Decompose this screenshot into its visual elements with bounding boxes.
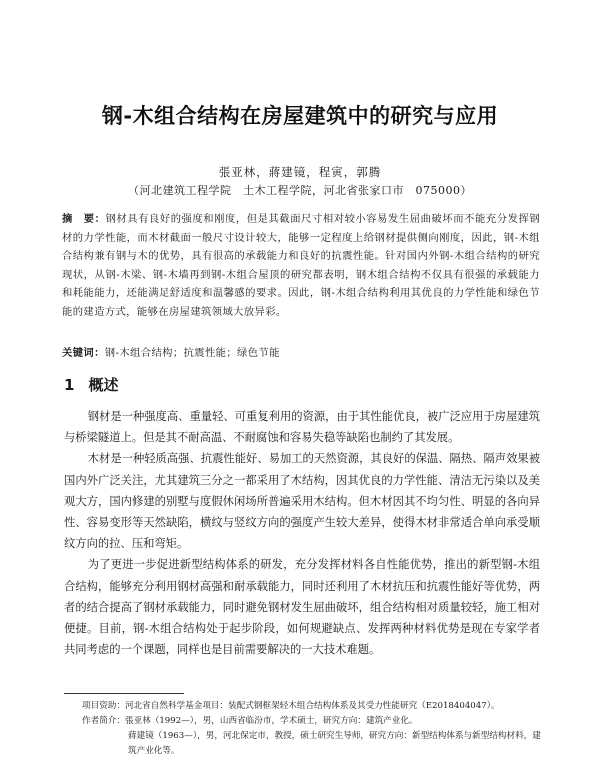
- section-number: 1: [64, 376, 75, 394]
- paragraph: 木材是一种轻质高强、抗震性能好、易加工的天然资源，其良好的保温、隔热、隔声效果被国内外广泛关注，尤其建筑三分之一都采用了木结构，因其优良的力学性能、清洁无污染以及美观大方，国内修建的别墅与度假休闲场所普遍采用木结构。但木材因其不均匀性、明显的各向异性、容易变形等天然缺陷，横纹与竖纹方向的强度产生较大差异，使得木材非常适合单向承受顺纹方向的拉、压和弯矩。: [64, 452, 540, 551]
- paper-title: 钢-木组合结构在房屋建筑中的研究与应用: [101, 104, 499, 128]
- section-title: 概述: [88, 376, 119, 394]
- abstract-text: 钢材具有良好的强度和刚度，但是其截面尺寸相对较小容易发生屈曲破坏而不能充分发挥钢材的力学性能，而木材截面一般尺寸设计较大，能够一定程度上给钢材提供侧向刚度，因此，钢-木组合结构兼有钢与木的优势，具有很高的承载能力和良好的抗震性能。针对国内外钢-木组合结构的研究现状，从钢-木梁、钢-木墙再到钢-木组合屋顶的研究都表明，钢木组合结构不仅具有很强的承载能力和耗能能力，还能满足舒适度和温馨感的要求。因此，钢-木组合结构利用其优良的力学性能和绿色节能的建造方式，能够在房屋建筑领域大放异彩。: [62, 213, 541, 318]
- paragraph: 钢材是一种强度高、重量轻、可重复利用的资源，由于其性能优良，被广泛应用于房屋建筑与桥梁隧道上。但是其不耐高温、不耐腐蚀和容易失稳等缺陷也制约了其发展。: [64, 410, 540, 445]
- keywords-label: 关键词：: [62, 347, 105, 359]
- abstract: [62, 210, 540, 321]
- author-affiliation: （河北建筑工程学院 土木工程学院，河北省张家口市 075000）: [128, 184, 472, 197]
- section-heading: [64, 374, 118, 395]
- footnotes: [82, 699, 542, 759]
- keywords-text: 钢-木组合结构；抗震性能；绿色节能: [104, 347, 280, 359]
- footnote-funding: 项目资助：河北省自然科学基金项目：装配式钢框架轻木组合结构体系及其受力性能研究（E2018404047）。: [82, 701, 500, 711]
- paragraph: 为了更进一步促进新型结构体系的研发，充分发挥材料各自性能优势，推出的新型钢-木组合结构，能够充分利用钢材高强和耐承载能力，同时还利用了木材抗压和抗震性能好等优势，两者的结合提高了钢材承载能力，同时避免钢材发生屈曲破坏，组合结构相对质量较轻，施工相对便捷。目前，钢-木组合结构处于起步阶段，如何规避缺点、发挥两种材料优势是现在专家学者共同考虑的一个课题，同样也是目前需要解决的一大技术难题。: [64, 558, 540, 657]
- footnote-author: 作者简介：張亚林（1992—），男，山西省临汾市，学术硕士，研究方向：建筑产业化。: [82, 716, 418, 726]
- abstract-label: 摘 要：: [62, 213, 106, 225]
- author-list: 張亚林，蔣建镜，程寅，郭腾: [218, 165, 382, 179]
- footnote-divider: [64, 693, 184, 694]
- keywords: [62, 344, 540, 359]
- footnote-author: 蔣建镜（1963—），男，河北保定市，教授，硕士研究生导师，研究方向：新型结构体系与新型结构材料，建筑产业化等。: [128, 731, 541, 756]
- body-text: [64, 406, 540, 660]
